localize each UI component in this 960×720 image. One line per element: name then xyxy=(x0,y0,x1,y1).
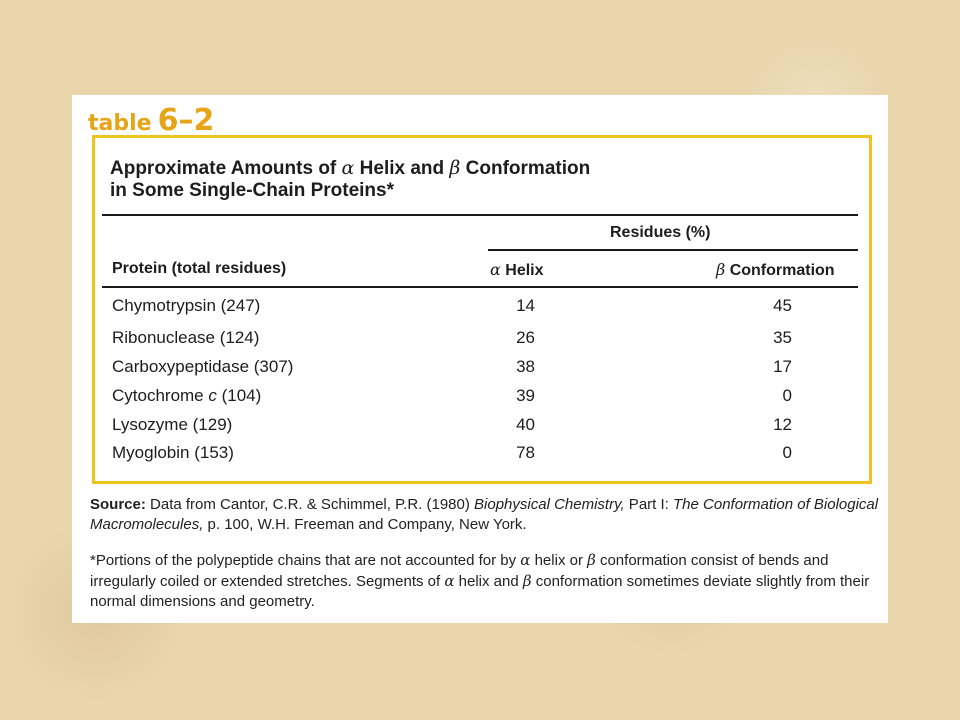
header-beta-conformation xyxy=(716,260,835,280)
footnote-alpha: α xyxy=(520,551,531,569)
row-3-helix: 38 xyxy=(516,357,535,376)
top-rule xyxy=(102,214,858,216)
row-1-protein: Chymotrypsin (247) xyxy=(112,296,261,315)
title-text-c: Conformation xyxy=(460,158,591,179)
footnote xyxy=(90,550,880,612)
row-5-beta: 12 xyxy=(773,415,792,434)
title-alpha: α xyxy=(341,157,355,179)
title-beta: β xyxy=(449,157,461,179)
row-4-protein-text-b: (104) xyxy=(216,386,262,405)
header-protein: Protein (total residues) xyxy=(112,260,287,277)
row-4-protein-italic: c xyxy=(208,386,217,405)
title-text-a: Approximate Amounts of xyxy=(110,158,342,179)
footnote-beta-2: β xyxy=(522,572,532,590)
table-title xyxy=(110,157,590,202)
footnote-beta: β xyxy=(587,551,596,569)
table-label-number: 6–2 xyxy=(157,103,215,138)
row-2-protein: Ribonuclease (124) xyxy=(112,328,260,347)
source-text-a: Data from Cantor, C.R. & Schimmel, P.R. (1980) xyxy=(145,496,475,513)
title-line-2: in Some Single-Chain Proteins* xyxy=(110,180,394,201)
source-italic-b: The Conformation of Biological Macromolecules, xyxy=(90,496,879,533)
row-4-protein xyxy=(112,386,261,406)
source-label: Source: xyxy=(90,496,146,513)
header-bottom-rule xyxy=(102,286,858,288)
row-2-beta: 35 xyxy=(773,328,792,347)
title-text-b: Helix and xyxy=(354,158,450,179)
row-1-beta: 45 xyxy=(773,296,792,315)
row-4-helix: 39 xyxy=(516,386,535,405)
footnote-text-e: conformation sometimes deviate slightly from their normal dimensions and geometry. xyxy=(90,573,870,610)
row-3-beta: 17 xyxy=(773,357,792,376)
row-4-protein-text-a: Cytochrome xyxy=(112,386,209,405)
header-alpha-helix xyxy=(490,260,544,280)
title-line-1 xyxy=(110,157,590,180)
row-6-beta: 0 xyxy=(782,443,792,462)
table-label-word: table xyxy=(88,111,152,136)
row-5-protein: Lysozyme (129) xyxy=(112,415,233,434)
header-beta-symbol: β xyxy=(716,260,726,279)
row-4-beta: 0 xyxy=(782,386,792,405)
source-italic-a: Biophysical Chemistry, xyxy=(474,496,625,513)
row-1-helix: 14 xyxy=(516,296,535,315)
footnote-text-c: conformation consist of bends and irregularly coiled or extended stretches. Segments of xyxy=(90,552,829,590)
table-label xyxy=(88,103,214,138)
header-conformation-text: Conformation xyxy=(725,262,835,279)
footnote-text-d: helix and xyxy=(454,573,523,590)
header-alpha-symbol: α xyxy=(490,260,501,279)
header-residues: Residues (%) xyxy=(610,224,711,241)
header-helix-text: Helix xyxy=(500,262,544,279)
row-2-helix: 26 xyxy=(516,328,535,347)
source-note xyxy=(90,495,880,535)
source-text-b: Part I: xyxy=(624,496,673,513)
row-6-helix: 78 xyxy=(516,443,535,462)
table-panel xyxy=(72,95,888,623)
source-text-c: p. 100, W.H. Freeman and Company, New York. xyxy=(203,516,527,533)
group-rule xyxy=(488,249,858,251)
footnote-text-a: *Portions of the polypeptide chains that are not accounted for by xyxy=(90,552,521,569)
footnote-alpha-2: α xyxy=(444,572,455,590)
footnote-text-b: helix or xyxy=(530,552,588,569)
row-6-protein: Myoglobin (153) xyxy=(112,443,234,462)
row-5-helix: 40 xyxy=(516,415,535,434)
row-3-protein: Carboxypeptidase (307) xyxy=(112,357,294,376)
